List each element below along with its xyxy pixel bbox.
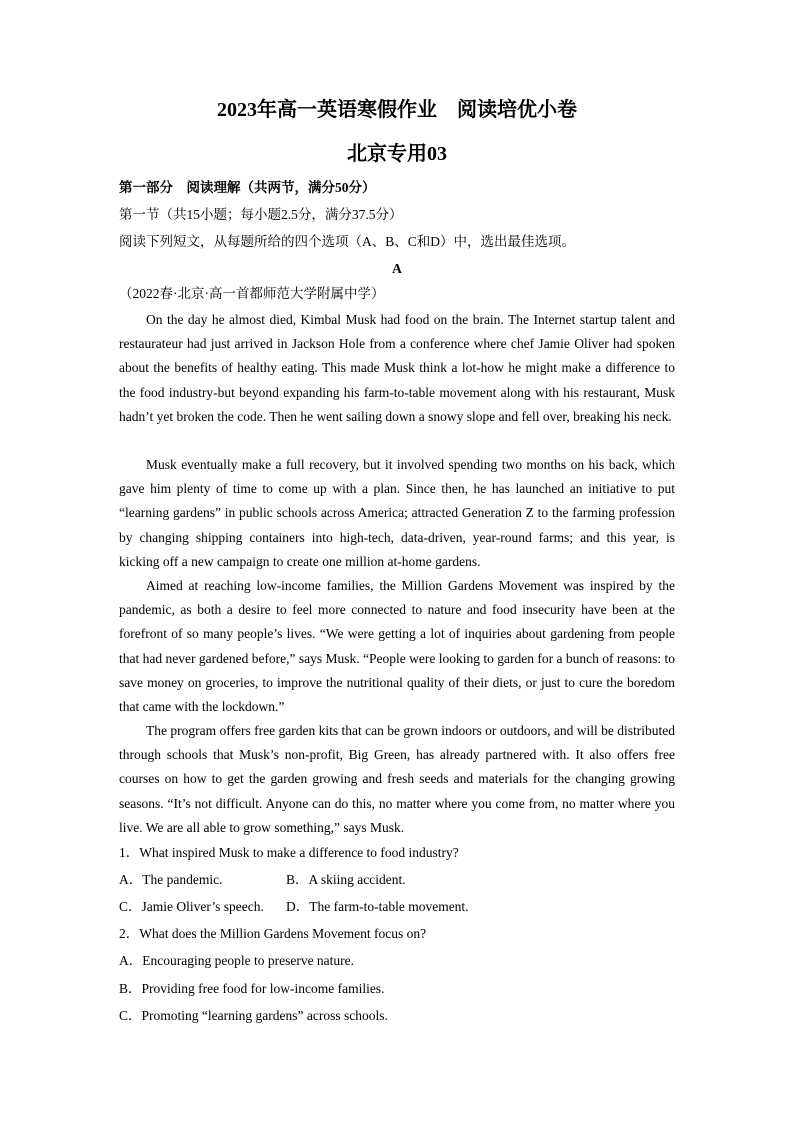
question-1-stem: 1．What inspired Musk to make a difference to food industry? xyxy=(119,845,459,860)
option-a: A．The pandemic. xyxy=(119,872,223,887)
passage-paragraph-3: Aimed at reaching low-income families, the Million Gardens Movement was inspired by the pandemic, as both a desire to feel more connected to nature and food insecurity have been at the forefront of so many people’s lives. “We were getting a lot of inquiries about gardening from people that had never gardened before,” says Musk. “People were looking to garden for a bunch of reasons: to save money on groceries, to improve the nutritional quality of their diets, or just to cure the boredom that came with the lockdown.” xyxy=(119,578,675,715)
question-2-stem: 2．What does the Million Gardens Movement focus on? xyxy=(119,926,427,941)
option-b: B．A skiing accident. xyxy=(286,872,406,887)
question-2-option-b: B．Providing free food for low-income families. xyxy=(119,981,385,996)
question-1-options-row-2 xyxy=(119,897,469,917)
option-d: D．The farm-to-table movement. xyxy=(286,899,469,914)
question-1-options-row-1 xyxy=(119,870,406,890)
passage-paragraph-4: The program offers free garden kits that can be grown indoors or outdoors, and will be distributed through schools that Musk’s non-profit, Big Green, has already partnered with. It also offers free courses on how to get the garden growing and fresh seeds and materials for the changing growing seasons. “It’s not difficult. Anyone can do this, no matter where you come from, no matter where you live. We are all able to grow something,” says Musk. xyxy=(119,723,675,835)
passage-letter: A xyxy=(392,261,402,276)
page-subtitle: 北京专用03 xyxy=(347,143,447,165)
passage-paragraph-1: On the day he almost died, Kimbal Musk had food on the brain. The Internet startup talent and restaurateur had just arrived in Jackson Hole from a conference where chef Jamie Oliver had spoken about the benefits of healthy eating. This made Musk think a lot-how he might make a difference to the food industry-but beyond expanding his farm-to-table movement along with his restaurant, Musk hadn’t yet broken the code. Then he went sailing down a snowy slope and fell over, breaking his neck. xyxy=(119,312,675,424)
option-c: C．Jamie Oliver’s speech. xyxy=(119,899,264,914)
passage-source: （2022春·北京·高一首都师范大学附属中学） xyxy=(119,286,385,301)
question-2-option-a: A．Encouraging people to preserve nature. xyxy=(119,953,355,968)
page-title: 2023年高一英语寒假作业 阅读培优小卷 xyxy=(217,99,577,121)
passage-paragraph-2: Musk eventually make a full recovery, but it involved spending two months on his back, which gave him plenty of time to come up with a plan. Since then, he has launched an initiative to put “learning gardens” in public schools across America; attracted Generation Z to the farming profession by changing shipping containers into high-tech, data-driven, year-round farms; and this year, is kicking off a new campaign to create one million at-home gardens. xyxy=(119,457,675,569)
instruction-text: 阅读下列短文，从每题所给的四个选项（A、B、C和D）中，选出最佳选项。 xyxy=(119,234,576,249)
question-2-option-c: C．Promoting “learning gardens” across schools. xyxy=(119,1008,388,1023)
subsection-heading: 第一节（共15小题；每小题2.5分，满分37.5分） xyxy=(119,207,403,222)
part-heading: 第一部分 阅读理解（共两节，满分50分） xyxy=(119,180,376,195)
